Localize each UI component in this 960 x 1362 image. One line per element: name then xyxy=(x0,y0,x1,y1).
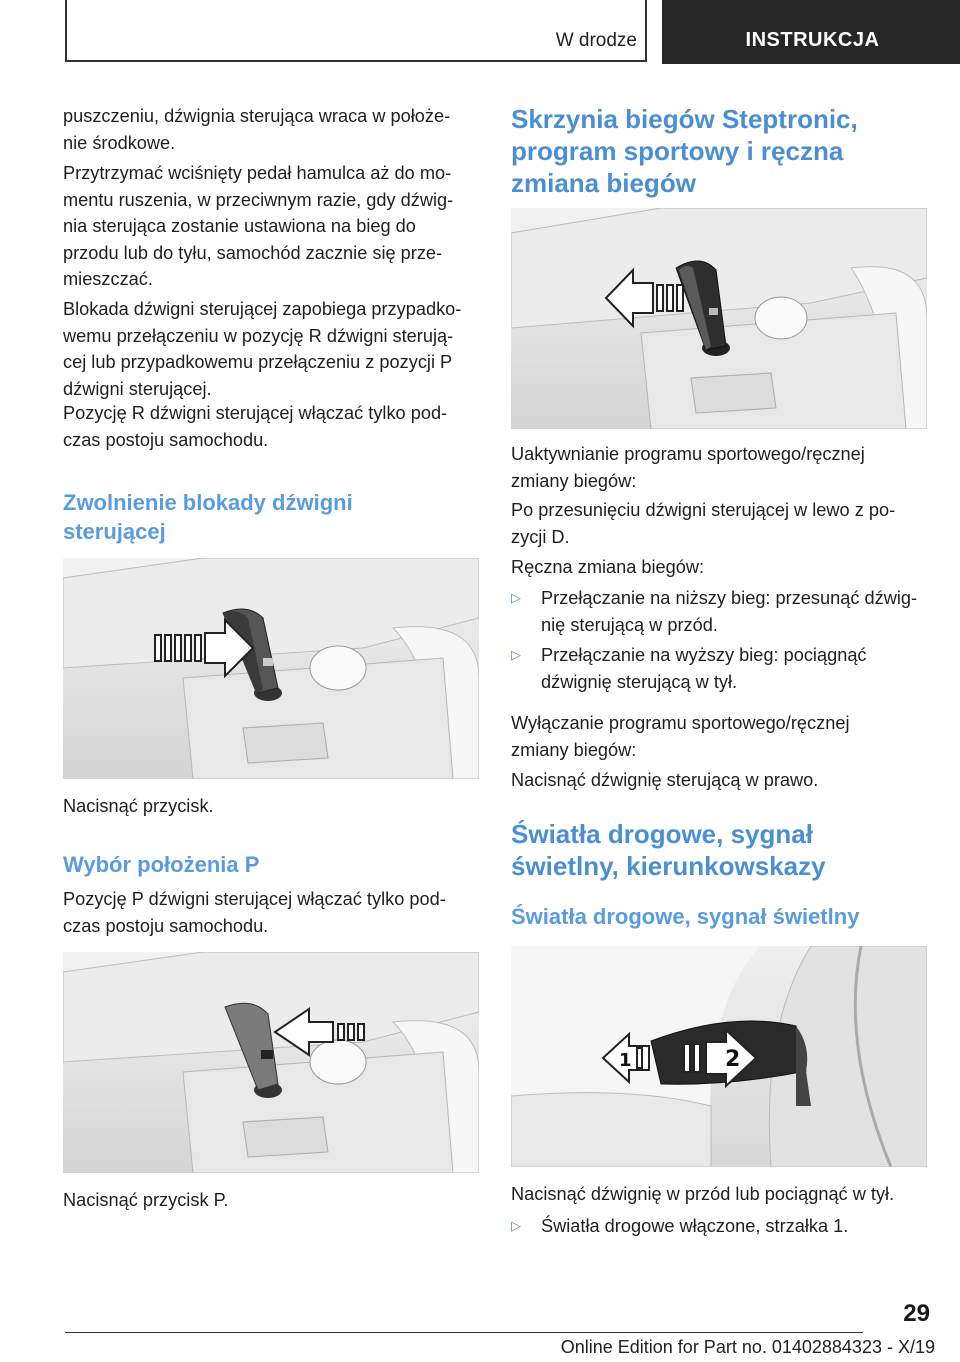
arrow-label-1: 1 xyxy=(619,1050,632,1071)
paragraph: Wyłączanie programu sportowego/ręcznej zmiany biegów: xyxy=(511,713,850,760)
section-title: W drodze xyxy=(555,30,637,51)
triangle-bullet-icon: ▷ xyxy=(511,590,521,605)
paragraph: Pozycję P dźwigni sterującej włączać tylko pod- czas postoju samochodu. xyxy=(63,889,446,936)
list-item-text: Światła drogowe włączone, strzałka 1. xyxy=(541,1216,849,1236)
footer-rule xyxy=(65,1332,863,1333)
section-tab xyxy=(65,0,647,62)
steptronic-lever-illustration xyxy=(511,208,927,429)
triangle-bullet-icon: ▷ xyxy=(511,647,521,662)
image-caption: Nacisnąć przycisk P. xyxy=(63,1190,229,1210)
turn-signal-stalk-illustration xyxy=(511,946,927,1167)
paragraph: Uaktywnianie programu sportowego/ręcznej zmiany biegów: xyxy=(511,444,865,491)
park-button-illustration xyxy=(63,952,479,1173)
section-heading: Zwolnienie blokady dźwigni sterującej xyxy=(63,490,353,544)
section-heading: Wybór położenia P xyxy=(63,852,260,877)
list-item xyxy=(511,1213,929,1240)
chapter-title: INSTRUKCJA xyxy=(745,29,880,51)
section-heading: Skrzynia biegów Steptronic, program sportowy i ręczna zmiana biegów xyxy=(511,104,858,198)
paragraph: Pozycję R dźwigni sterującej włączać tylko pod- czas postoju samochodu. xyxy=(63,403,448,450)
list-item xyxy=(511,585,929,638)
paragraph: Nacisnąć dźwignię sterującą w prawo. xyxy=(511,770,819,790)
footer-edition: Online Edition for Part no. 01402884323 - X/19 xyxy=(560,1337,935,1357)
image-caption: Nacisnąć dźwignię w przód lub pociągnąć w tył. xyxy=(511,1184,895,1204)
triangle-bullet-icon: ▷ xyxy=(511,1218,521,1233)
arrow-label-2: 2 xyxy=(725,1047,741,1072)
chapter-tab xyxy=(662,0,960,64)
subsection-heading: Światła drogowe, sygnał świetlny xyxy=(511,904,860,929)
paragraph: Blokada dźwigni sterującej zapobiega przypadko- wemu przełączeniu w pozycję R dźwigni sterują- cej lub przypadkowemu przełączeniu z pozycji P dźwigni sterującej. xyxy=(63,299,462,399)
list-item-text: Przełączanie na niższy bieg: przesunąć dźwig- nię sterującą w przód. xyxy=(541,588,918,635)
paragraph: Ręczna zmiana biegów: xyxy=(511,557,705,577)
section-heading: Światła drogowe, sygnał świetlny, kierunkowskazy xyxy=(511,819,826,881)
paragraph: Po przesunięciu dźwigni sterującej w lewo z po- zycji D. xyxy=(511,500,896,547)
image-caption: Nacisnąć przycisk. xyxy=(63,796,214,816)
list-item xyxy=(511,642,929,695)
paragraph: Przytrzymać wciśnięty pedał hamulca aż do mo- mentu ruszenia, w przeciwnym razie, gdy dźwig- nia sterująca zostanie ustawiona na bieg do przodu lub do tyłu, samochód zacznie się prze- mieszczać. xyxy=(63,163,454,289)
list-item-text: Przełączanie na wyższy bieg: pociągnąć dźwignię sterującą w tył. xyxy=(541,645,867,692)
page-number: 29 xyxy=(903,1300,930,1327)
page-header xyxy=(65,0,960,64)
paragraph: puszczeniu, dźwignia sterująca wraca w położe- nie środkowe. xyxy=(63,106,451,153)
gear-lever-release-illustration xyxy=(63,558,479,779)
